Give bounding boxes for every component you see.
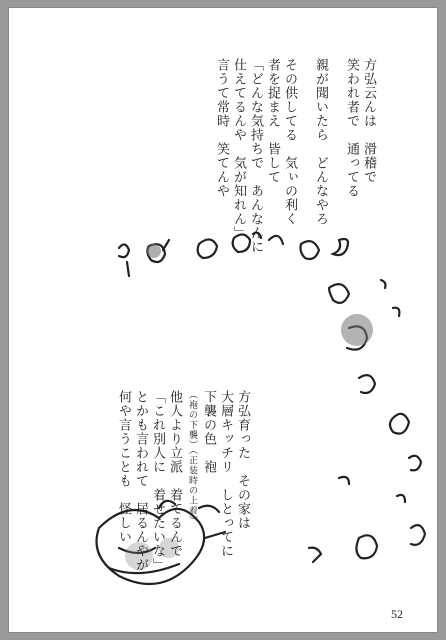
ink-stroke: [329, 284, 349, 303]
stanza-gap: [298, 58, 312, 248]
poem-line: 方弘育った その家は: [235, 390, 250, 530]
ink-stroke: [163, 240, 169, 250]
poem-line: とかも言われて 居るんやが: [133, 390, 148, 572]
poem-line: 親が聞いたら どんなやろ: [313, 58, 328, 226]
stanza-gap: [329, 58, 343, 248]
poem-line: 大層キッチリ しとってに: [218, 390, 233, 558]
poem-line: 他人より立派 着てるんで: [167, 390, 182, 558]
page-number: 52: [391, 607, 403, 621]
poem-line: 仕えてるんや 気が知れん」: [231, 58, 246, 240]
poem-line: その供してる 気ぃの利く: [282, 58, 297, 226]
ink-stroke: [359, 375, 375, 393]
ink-stroke: [381, 280, 386, 288]
ink-wash: [341, 314, 373, 346]
poem-line: 者を捉まえ 皆して: [265, 58, 280, 184]
poem-line: 下襲の色 袍: [201, 390, 216, 474]
poem-annotation: （袍の下襲）（正装時の上着）: [187, 390, 197, 526]
ink-stroke: [409, 456, 421, 471]
ink-wash: [147, 244, 161, 258]
ink-stroke: [119, 244, 129, 257]
poem-lower: [115, 390, 251, 580]
poem-line: 言うて常時 笑てんや: [214, 58, 229, 198]
ink-stroke: [390, 414, 409, 434]
book-page: [9, 8, 437, 632]
ink-stroke: [397, 495, 405, 502]
ink-stroke: [127, 262, 129, 276]
poem-upper: [213, 58, 377, 254]
ink-stroke: [393, 308, 399, 316]
ink-stroke: [356, 535, 377, 558]
poem-line: 何や言うことも 怪しい: [116, 390, 131, 544]
ink-stroke: [339, 477, 349, 484]
poem-line: 「どんな気持ちで あんなんに: [248, 58, 263, 254]
poem-line: 方弘云んは 滑稽で: [361, 58, 376, 184]
ink-stroke: [411, 525, 425, 545]
ink-stroke: [309, 548, 321, 562]
poem-line: 「これ別人に 着せたいな」: [150, 390, 165, 572]
poem-line: 笑われ者で 通ってる: [344, 58, 359, 198]
